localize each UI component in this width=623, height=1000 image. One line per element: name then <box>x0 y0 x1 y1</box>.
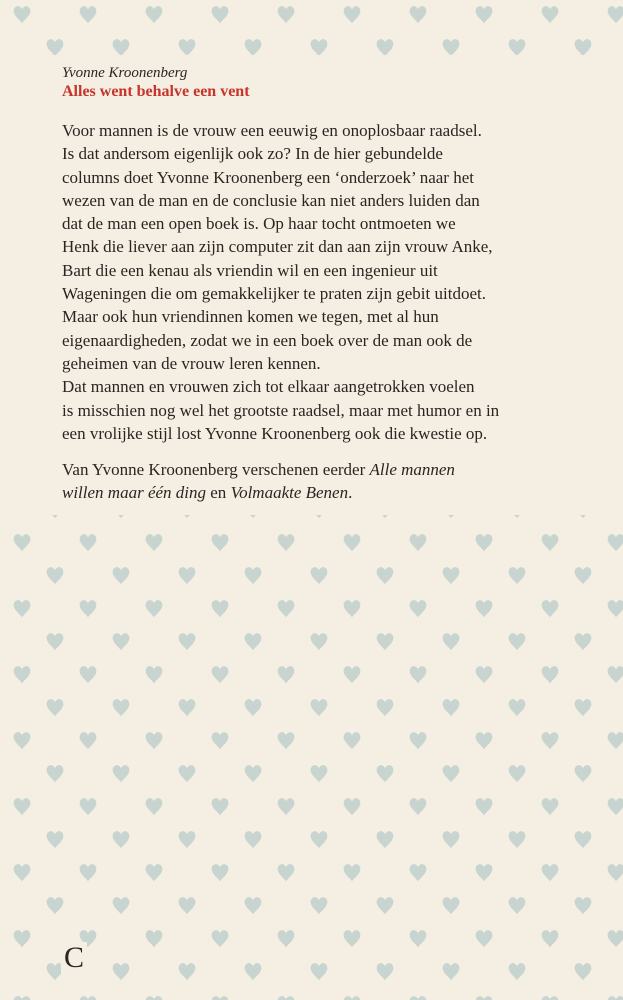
heart-icon <box>212 732 229 749</box>
heart-icon <box>377 897 394 914</box>
heart-icon <box>146 930 163 947</box>
heart-icon <box>113 897 130 914</box>
heart-icon <box>509 699 526 716</box>
heart-icon <box>113 699 130 716</box>
heart-icon <box>14 534 31 551</box>
heart-icon <box>14 996 31 1000</box>
heart-icon <box>476 930 493 947</box>
blurb-line: wezen van de man en de conclusie kan niet anders luiden dan <box>62 190 480 210</box>
heart-icon <box>344 864 361 881</box>
heart-icon <box>476 798 493 815</box>
heart-icon <box>377 765 394 782</box>
heart-icon <box>542 6 559 23</box>
heart-icon <box>212 534 229 551</box>
heart-icon <box>80 666 97 683</box>
heart-icon <box>245 633 262 650</box>
heart-icon <box>47 699 64 716</box>
heart-icon <box>608 930 623 947</box>
heart-icon <box>344 930 361 947</box>
heart-icon <box>146 6 163 23</box>
heart-icon <box>212 798 229 815</box>
blurb-line: Voor mannen is de vrouw een eeuwig en onoplosbaar raadsel. <box>62 121 482 140</box>
heart-icon <box>509 831 526 848</box>
blurb-line: een vrolijke stijl lost Yvonne Kroonenberg ook die kwestie op. <box>62 423 488 443</box>
heart-icon <box>443 963 460 980</box>
heart-icon <box>47 897 64 914</box>
heart-icon <box>146 666 163 683</box>
other-work-title-1b: willen maar één ding <box>62 483 207 503</box>
heart-icon <box>575 567 592 584</box>
heart-icon <box>476 600 493 617</box>
heart-icon <box>377 567 394 584</box>
heart-icon <box>47 765 64 782</box>
heart-icon <box>443 897 460 914</box>
heart-icon <box>575 39 592 56</box>
heart-icon <box>311 567 328 584</box>
heart-icon <box>14 864 31 881</box>
publisher-logo: C <box>61 942 87 974</box>
heart-icon <box>179 567 196 584</box>
other-works-note <box>62 458 602 505</box>
heart-icon <box>410 930 427 947</box>
heart-icon <box>278 798 295 815</box>
blurb-line: Dat mannen en vrouwen zich tot elkaar aangetrokken voelen <box>62 377 475 397</box>
heart-icon <box>509 765 526 782</box>
heart-icon <box>212 666 229 683</box>
heart-icon <box>410 996 427 1000</box>
heart-icon <box>410 666 427 683</box>
heart-icon <box>80 600 97 617</box>
heart-icon <box>179 39 196 56</box>
heart-icon <box>542 798 559 815</box>
other-works-connector: en <box>206 483 231 503</box>
heart-icon <box>344 600 361 617</box>
heart-icon <box>377 963 394 980</box>
heart-icon <box>344 534 361 551</box>
heart-icon <box>410 6 427 23</box>
heart-icon <box>212 864 229 881</box>
heart-icon <box>377 831 394 848</box>
heart-icon <box>608 6 623 23</box>
heart-icon <box>47 831 64 848</box>
heart-icon <box>146 864 163 881</box>
heart-icon <box>443 699 460 716</box>
heart-icon <box>14 6 31 23</box>
heart-icon <box>608 732 623 749</box>
blurb-line: Henk die liever aan zijn computer zit dan aan zijn vrouw Anke, <box>62 237 493 257</box>
heart-icon <box>410 864 427 881</box>
heart-icon <box>344 732 361 749</box>
author-name: Yvonne Kroonenberg <box>62 65 188 81</box>
heart-icon <box>278 996 295 1000</box>
heart-icon <box>542 534 559 551</box>
heart-icon <box>179 963 196 980</box>
heart-icon <box>575 633 592 650</box>
heart-icon <box>278 732 295 749</box>
heart-icon <box>80 996 97 1000</box>
heart-icon <box>443 567 460 584</box>
heart-icon <box>80 534 97 551</box>
heart-icon <box>443 633 460 650</box>
heart-icon <box>509 633 526 650</box>
heart-icon <box>278 600 295 617</box>
heart-icon <box>278 6 295 23</box>
heart-icon <box>278 666 295 683</box>
heart-icon <box>113 633 130 650</box>
heart-icon <box>80 732 97 749</box>
book-title: Alles went behalve een vent <box>62 83 250 100</box>
blurb-line: columns doet Yvonne Kroonenberg een ‘onderzoek’ naar het <box>62 167 474 187</box>
heart-icon <box>344 666 361 683</box>
heart-icon <box>179 831 196 848</box>
heart-icon <box>476 864 493 881</box>
heart-icon <box>476 732 493 749</box>
heart-icon <box>311 963 328 980</box>
blurb-line: is misschien nog wel het grootste raadsel, maar met humor en in <box>62 400 500 420</box>
heart-icon <box>542 864 559 881</box>
heart-icon <box>608 666 623 683</box>
blurb-line: Bart die een kenau als vriendin wil en een ingenieur uit <box>62 260 438 280</box>
other-works-line-2 <box>62 481 602 504</box>
blurb-content <box>62 64 602 505</box>
heart-icon <box>509 897 526 914</box>
blurb-paragraph <box>62 119 602 445</box>
blurb-line: dat de man een open boek is. Op haar tocht ontmoeten we <box>62 214 456 234</box>
heart-icon <box>509 39 526 56</box>
heart-icon <box>311 699 328 716</box>
heart-icon <box>575 831 592 848</box>
heart-icon <box>575 897 592 914</box>
heart-icon <box>179 765 196 782</box>
heart-icon <box>47 39 64 56</box>
heart-icon <box>476 534 493 551</box>
heart-icon <box>311 633 328 650</box>
heart-icon <box>179 699 196 716</box>
heart-icon <box>443 765 460 782</box>
heart-icon <box>278 864 295 881</box>
heart-icon <box>245 897 262 914</box>
heart-icon <box>245 831 262 848</box>
heart-icon <box>113 39 130 56</box>
heart-icon <box>80 864 97 881</box>
blurb-line: Maar ook hun vriendinnen komen we tegen, met al hun <box>62 307 439 327</box>
blurb-line: Is dat andersom eigenlijk ook zo? In de hier gebundelde <box>62 144 443 164</box>
heart-icon <box>179 897 196 914</box>
heart-icon <box>377 699 394 716</box>
heart-icon <box>14 798 31 815</box>
other-work-title-2: Volmaakte Benen <box>230 483 349 503</box>
heart-icon <box>476 6 493 23</box>
heart-icon <box>575 963 592 980</box>
heart-icon <box>542 996 559 1000</box>
heart-icon <box>80 6 97 23</box>
heart-icon <box>542 732 559 749</box>
heart-icon <box>245 39 262 56</box>
heart-icon <box>410 600 427 617</box>
other-works-line-1 <box>62 458 602 481</box>
other-works-prefix: Van Yvonne Kroonenberg verschenen eerder <box>62 460 370 480</box>
heart-icon <box>608 864 623 881</box>
heart-icon <box>443 831 460 848</box>
heart-icon <box>377 39 394 56</box>
heart-icon <box>509 567 526 584</box>
heart-icon <box>311 765 328 782</box>
heart-icon <box>344 6 361 23</box>
other-work-title-1a: Alle mannen <box>369 460 455 480</box>
heart-icon <box>608 798 623 815</box>
heart-icon <box>311 39 328 56</box>
heart-icon <box>608 534 623 551</box>
heart-icon <box>146 600 163 617</box>
heart-icon <box>146 534 163 551</box>
heart-icon <box>245 699 262 716</box>
heart-icon <box>542 600 559 617</box>
heart-icon <box>542 666 559 683</box>
heart-icon <box>113 831 130 848</box>
heart-icon <box>311 831 328 848</box>
heart-icon <box>245 567 262 584</box>
heart-icon <box>608 600 623 617</box>
heart-icon <box>410 732 427 749</box>
heart-icon <box>14 930 31 947</box>
other-works-end: . <box>348 483 353 503</box>
heart-icon <box>542 930 559 947</box>
heart-icon <box>47 633 64 650</box>
blurb-line: eigenaardigheden, zodat we in een boek over de man ook de <box>62 330 473 350</box>
heart-icon <box>443 39 460 56</box>
heart-icon <box>476 666 493 683</box>
heart-icon <box>113 765 130 782</box>
heart-icon <box>146 732 163 749</box>
heart-icon <box>476 996 493 1000</box>
heart-icon <box>410 798 427 815</box>
heart-icon <box>146 798 163 815</box>
heart-icon <box>575 699 592 716</box>
heart-icon <box>14 600 31 617</box>
blurb-line: geheimen van de vrouw leren kennen. <box>62 353 321 373</box>
heart-icon <box>212 996 229 1000</box>
heart-icon <box>377 633 394 650</box>
heart-icon <box>278 534 295 551</box>
heart-icon <box>278 930 295 947</box>
heart-icon <box>311 897 328 914</box>
heart-icon <box>410 534 427 551</box>
heart-icon <box>179 633 196 650</box>
heart-icon <box>14 666 31 683</box>
heart-icon <box>113 567 130 584</box>
heart-icon <box>212 930 229 947</box>
heart-icon <box>245 765 262 782</box>
blurb-line: Wageningen die om gemakkelijker te praten zijn gebit uitdoet. <box>62 284 486 304</box>
heart-icon <box>80 798 97 815</box>
heart-icon <box>608 996 623 1000</box>
heart-icon <box>212 6 229 23</box>
heart-icon <box>344 996 361 1000</box>
heart-icon <box>245 963 262 980</box>
heart-icon <box>509 963 526 980</box>
heart-icon <box>14 732 31 749</box>
heart-icon <box>575 765 592 782</box>
heart-icon <box>47 567 64 584</box>
heart-icon <box>344 798 361 815</box>
heart-icon <box>146 996 163 1000</box>
heart-icon <box>212 600 229 617</box>
heart-icon <box>113 963 130 980</box>
